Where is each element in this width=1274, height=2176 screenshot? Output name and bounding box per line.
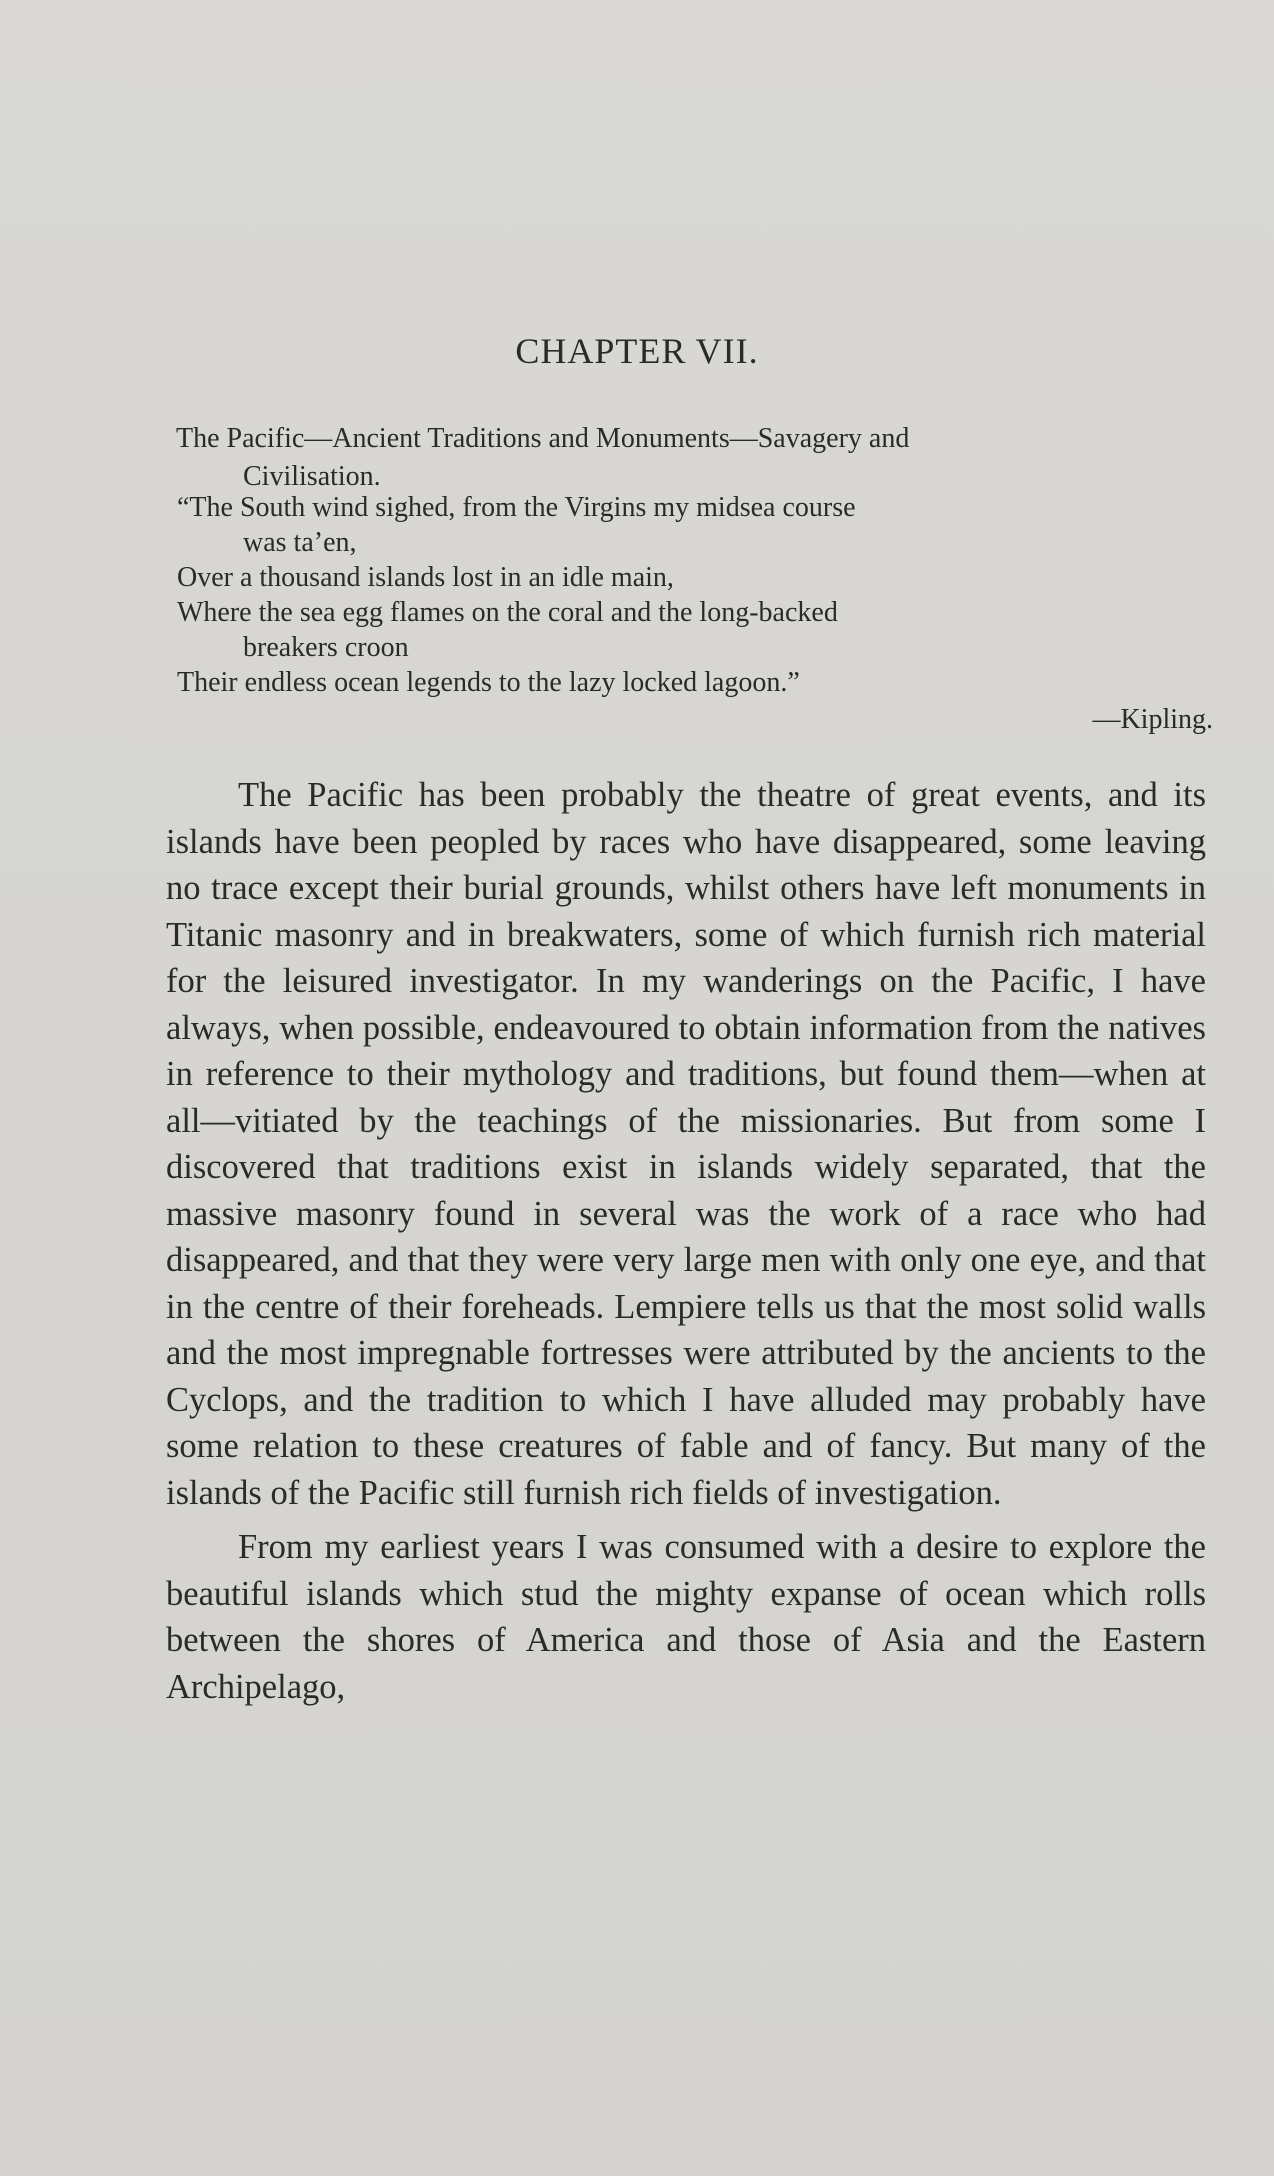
epigraph-line: breakers croon <box>243 632 409 663</box>
paragraph: The Pacific has been probably the theatre of great events, and its islands have been peopled by races who have disappeared, some leaving no trace except their burial grounds, whilst others have left monuments in Titanic masonry and in breakwaters, some of which furnish rich material for the leisured investigator. In my wanderings on the Pacific, I have always, when possible, endeavoured to obtain information from the natives in reference to their mythology and traditions, but found them—when at all—vitiated by the teachings of the missionaries. But from some I discovered that traditions exist in islands widely separated, that the massive masonry found in several was the work of a race who had disappeared, and that they were very large men with only one eye, and that in the centre of their foreheads. Lempiere tells us that the most solid walls and the most impregnable fortresses were attributed by the ancients to the Cyclops, and the tradition to which I have alluded may probably have some relation to these creatures of fable and of fancy. But many of the islands of the Pacific still furnish rich fields of investigation. <box>166 776 1206 1512</box>
paragraph: From my earliest years I was consumed with a desire to explore the beautiful islands which stud the mighty expanse of ocean which rolls between the shores of America and those of Asia and the Eastern Archipelago, <box>166 1528 1206 1706</box>
synopsis-line: The Pacific—Ancient Traditions and Monuments—Savagery and <box>176 423 910 454</box>
body-text <box>166 772 1206 1710</box>
epigraph <box>177 490 1213 737</box>
epigraph-line: was ta’en, <box>243 527 357 558</box>
chapter-heading: CHAPTER VII. <box>515 331 759 371</box>
epigraph-attribution: —Kipling. <box>1092 704 1213 735</box>
chapter-synopsis <box>177 420 1213 496</box>
epigraph-line: Their endless ocean legends to the lazy locked lagoon.” <box>177 667 800 698</box>
synopsis-line: Civilisation. <box>243 461 381 492</box>
epigraph-line: “The South wind sighed, from the Virgins my midsea course <box>177 492 856 523</box>
epigraph-line: Over a thousand islands lost in an idle main, <box>177 562 674 593</box>
epigraph-line: Where the sea egg flames on the coral and the long-backed <box>177 597 838 628</box>
